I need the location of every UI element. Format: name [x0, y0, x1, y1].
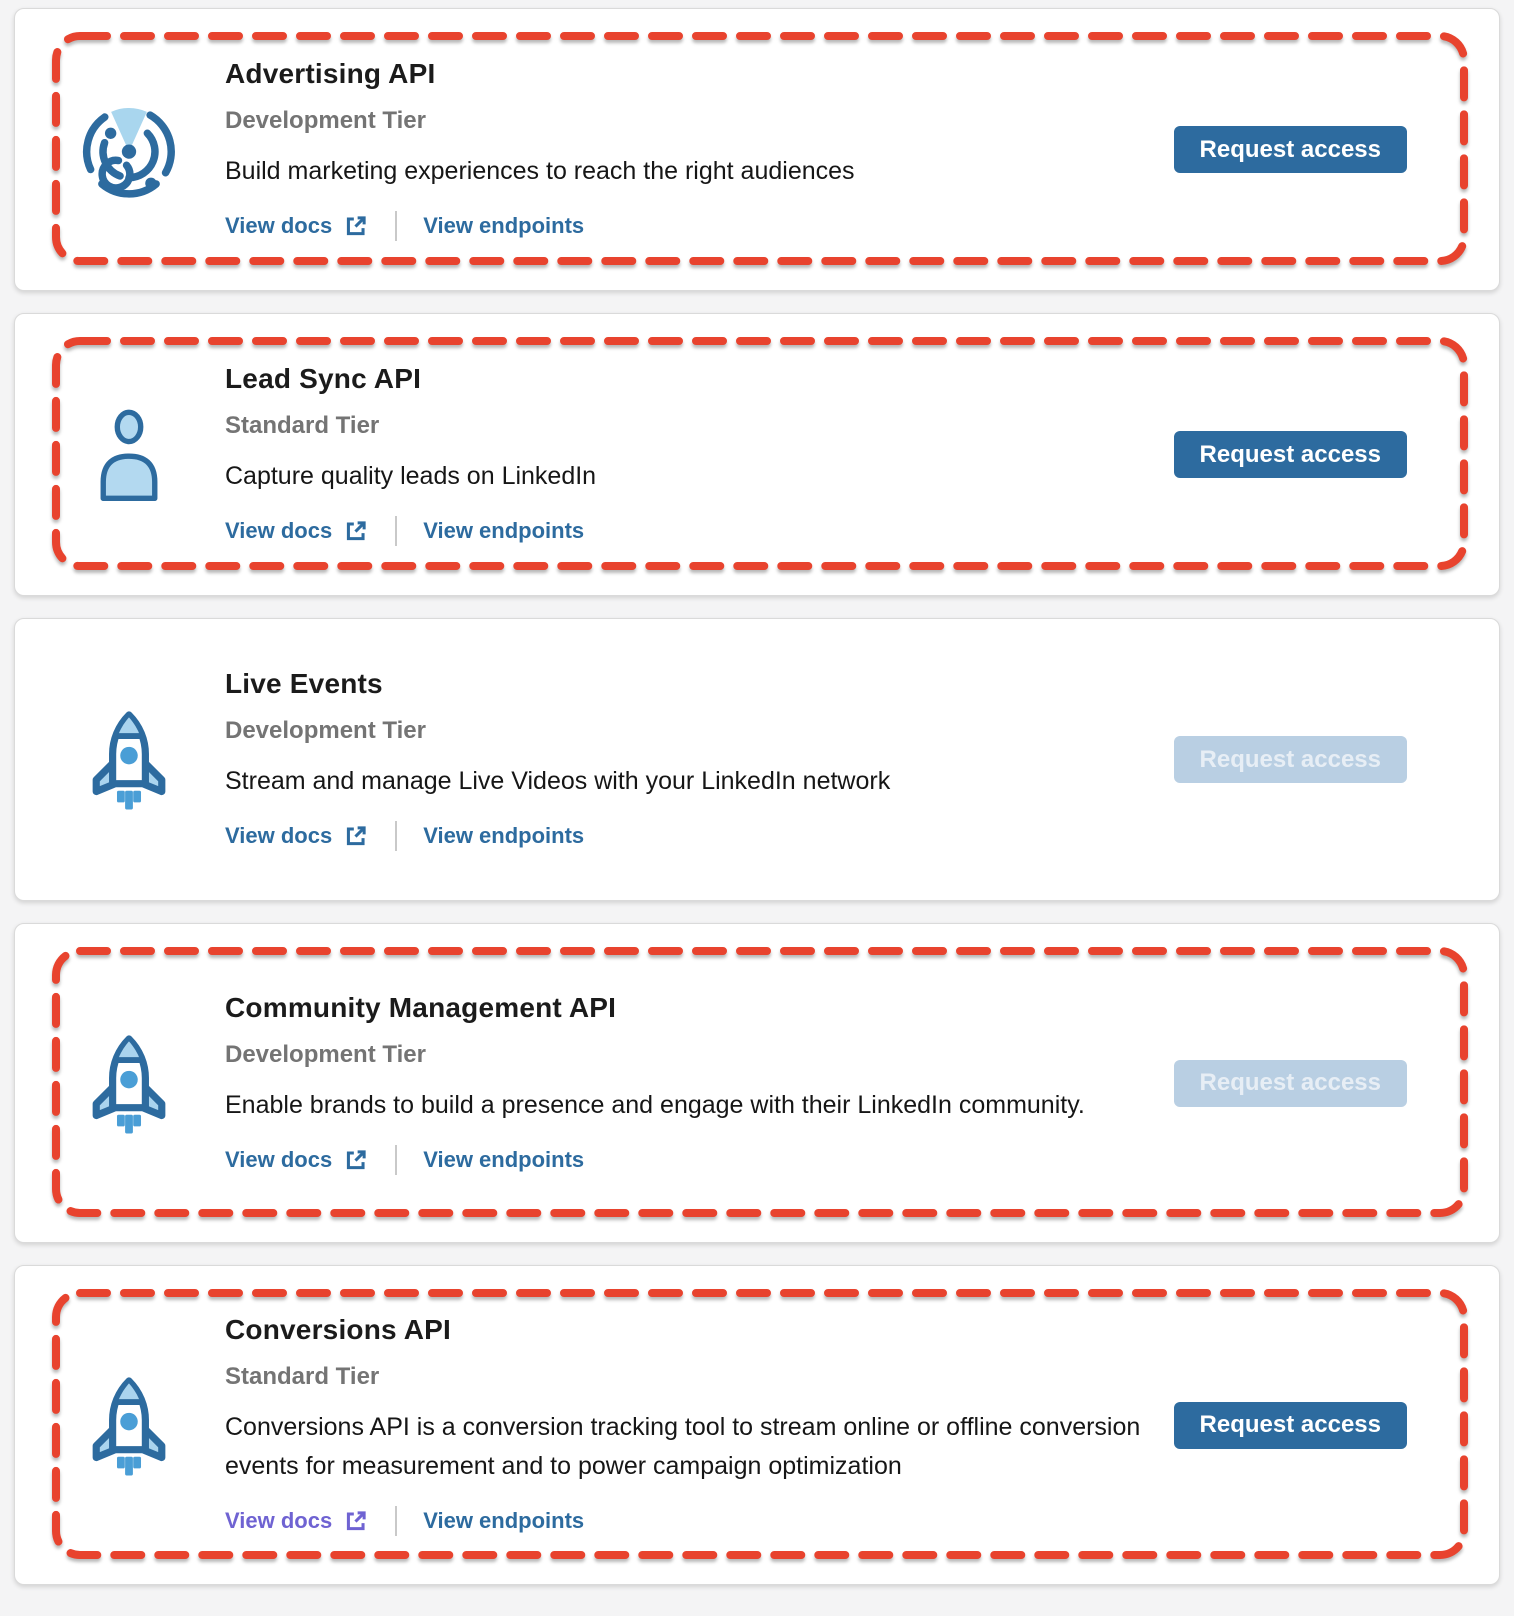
api-card-advertising: [14, 8, 1500, 291]
external-link-icon: [343, 1508, 369, 1534]
api-title: Advertising API: [225, 58, 436, 89]
view-docs-link[interactable]: [225, 823, 369, 849]
external-link-icon: [343, 518, 369, 544]
request-access-button[interactable]: Request access: [1174, 736, 1407, 783]
view-endpoints-link[interactable]: View endpoints: [423, 1146, 585, 1172]
card-content: [225, 992, 1155, 1175]
view-endpoints-link[interactable]: View endpoints: [423, 823, 585, 848]
view-docs-label: View docs: [225, 213, 333, 238]
person-icon: [73, 407, 185, 503]
api-card-conversions: [14, 1265, 1500, 1585]
api-description: Capture quality leads on LinkedIn: [225, 462, 597, 490]
view-endpoints-link[interactable]: View endpoints: [423, 518, 585, 543]
rocket-icon: [73, 1374, 185, 1477]
request-access-button[interactable]: Request access: [1174, 126, 1407, 173]
view-docs-link[interactable]: [225, 1508, 369, 1534]
view-docs-label: View docs: [225, 1146, 333, 1172]
link-separator: [395, 516, 397, 546]
api-card-community-management: [14, 923, 1500, 1243]
view-endpoints-link[interactable]: View endpoints: [423, 213, 585, 238]
api-tier: Standard Tier: [225, 1363, 380, 1390]
api-tier: Standard Tier: [225, 412, 380, 439]
link-separator: [395, 1506, 397, 1536]
link-separator: [395, 1145, 397, 1175]
link-separator: [395, 821, 397, 851]
view-docs-label: View docs: [225, 1508, 333, 1533]
view-docs-link[interactable]: [225, 1147, 369, 1173]
links-row: [225, 1506, 1155, 1536]
api-title: Lead Sync API: [225, 363, 422, 394]
external-link-icon: [343, 213, 369, 239]
api-tier: Development Tier: [225, 107, 426, 134]
external-link-icon: [343, 823, 369, 849]
links-row: [225, 516, 1155, 546]
rocket-icon: [73, 1032, 185, 1135]
api-tier: Development Tier: [225, 717, 426, 744]
links-row: [225, 821, 1155, 851]
api-description: Conversions API is a conversion tracking tool to stream online or offline conversion events for measurement and to power campaign optimization: [225, 1413, 1141, 1480]
api-description: Stream and manage Live Videos with your LinkedIn network: [225, 767, 891, 795]
links-row: [225, 211, 1155, 241]
api-title: Community Management API: [225, 991, 617, 1023]
api-description: Build marketing experiences to reach the right audiences: [225, 157, 855, 185]
card-content: [225, 363, 1155, 546]
view-docs-link[interactable]: [225, 213, 369, 239]
api-description: Enable brands to build a presence and engage with their LinkedIn community.: [225, 1090, 1085, 1119]
request-access-button[interactable]: Request access: [1174, 431, 1407, 478]
api-card-live-events: [14, 618, 1500, 901]
view-endpoints-link[interactable]: View endpoints: [423, 1508, 585, 1533]
request-access-button[interactable]: Request access: [1174, 1060, 1407, 1107]
links-row: [225, 1145, 1155, 1175]
view-docs-label: View docs: [225, 823, 333, 848]
api-tier: Development Tier: [225, 1040, 426, 1068]
request-access-button[interactable]: Request access: [1174, 1402, 1407, 1449]
api-card-lead-sync: [14, 313, 1500, 596]
card-content: [225, 668, 1155, 851]
radar-icon: [73, 98, 185, 202]
card-content: [225, 58, 1155, 241]
api-title: Live Events: [225, 668, 383, 699]
api-title: Conversions API: [225, 1314, 452, 1345]
rocket-icon: [73, 708, 185, 811]
view-docs-label: View docs: [225, 518, 333, 543]
card-content: [225, 1314, 1155, 1536]
link-separator: [395, 211, 397, 241]
external-link-icon: [343, 1147, 369, 1173]
view-docs-link[interactable]: [225, 518, 369, 544]
